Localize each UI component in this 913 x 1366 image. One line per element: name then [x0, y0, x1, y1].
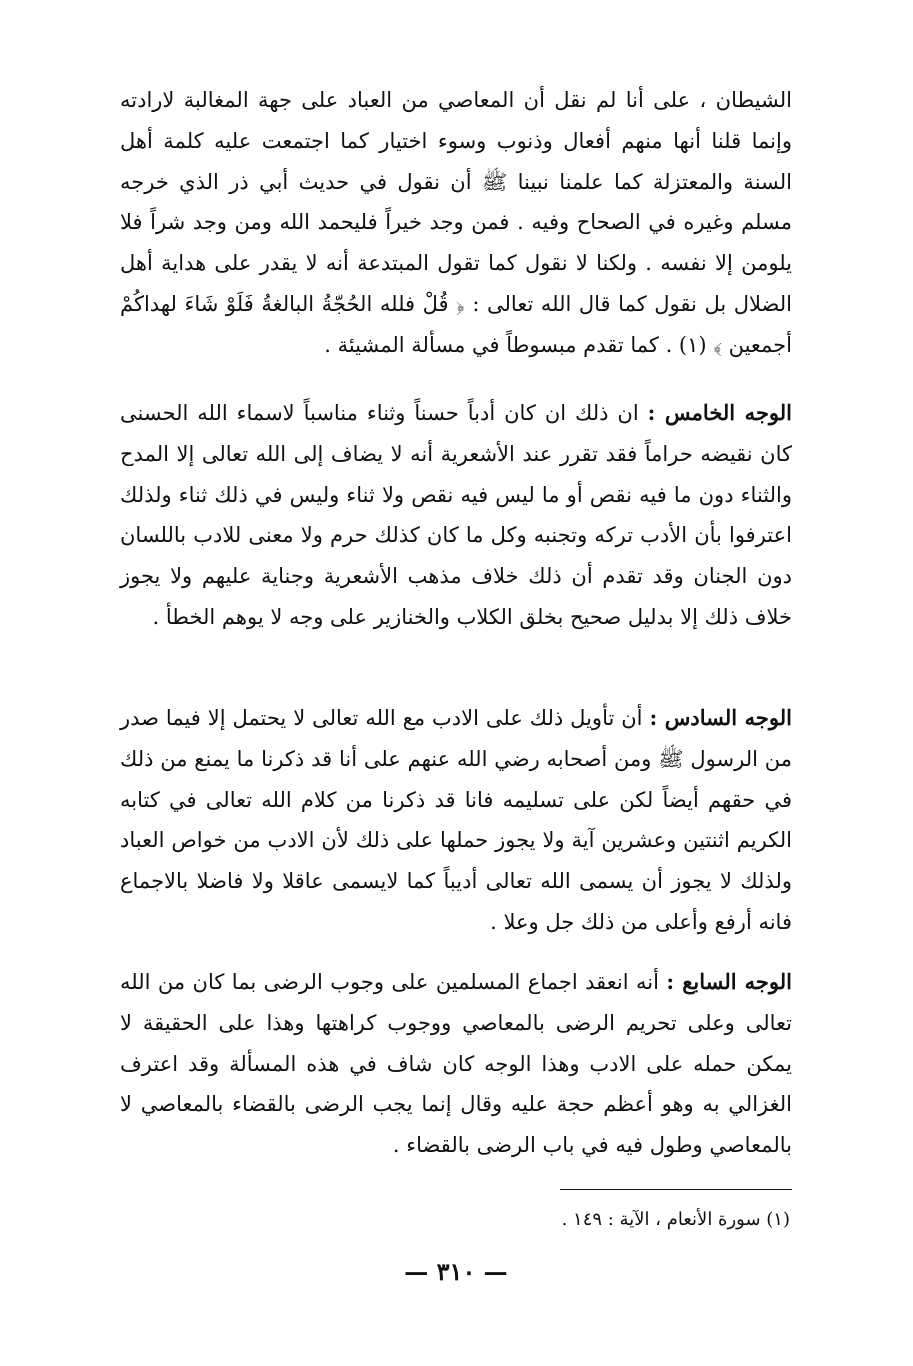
paragraph-fifth-aspect: [120, 393, 792, 638]
paragraph-intro-text: الشيطان ، على أنا لم نقل أن المعاصي من العباد على جهة المغالبة لارادته وإنما قلنا أنها منهم أفعال وذنوب وسوء اختيار كما اجتمعت عليه كلمة أهل السنة والمعتزلة كما علمنا نبينا ﷺ أن نقول في حديث أبي ذر الذي خرجه مسلم وغيره في الصحاح وفيه . فمن وجد خيراً فليحمد الله ومن وجد شراً فلا يلومن إلا نفسه . ولكنا لا نقول كما تقول المبتدعة أنه لا يقدر على هداية أهل الضلال بل نقول كما قال الله تعالى : ﴿ قُلْ فلله الحُجّةُ البالغةُ فَلَوْ شَاءَ لهداكُمْ أجمعين ﴾ (١) . كما تقدم مبسوطاً في مسألة المشيئة .: [120, 88, 792, 357]
sixth-aspect-heading: الوجه السادس :: [649, 705, 792, 730]
page-number: — ٣١٠ —: [404, 1257, 508, 1286]
fifth-aspect-text: ان ذلك ان كان أدباً حسناً وثناء مناسباً لاسماء الله الحسنى كان نقيضه حراماً فقد تقرر عند الأشعرية أنه لا يضاف إلى الله تعالى إلا المدح والثناء دون ما فيه نقص أو ما ليس فيه نقص ولا ثناء وليس في ذلك ثناء ولذلك اعترفوا بأن الأدب تركه وتجنبه وكل ما كان كذلك حرم ولا معنى للادب باللسان دون الجنان وقد تقدم أن ذلك خلاف مذهب الأشعرية وجناية عليهم ولا يجوز خلاف ذلك إلا بدليل صحيح بخلق الكلاب والخنازير على وجه لا يوهم الخطأ .: [120, 401, 792, 629]
sixth-aspect-text: أن تأويل ذلك على الادب مع الله تعالى لا يحتمل إلا فيما صدر من الرسول ﷺ ومن أصحابه رضي الله عنهم على أنا قد ذكرنا ما يمنع من ذلك في حقهم أيضاً لكن على تسليمه فانا قد ذكرنا من كلام الله تعالى في كتابه الكريم اثنتين وعشرين آية ولا يجوز حملها على ذلك لأن الادب من خواص العباد ولذلك لا يجوز أن يسمى الله تعالى أديباً كما لايسمى عاقلا ولا فاضلا بالاجماع فانه أرفع وأعلى من ذلك جل وعلا .: [120, 706, 792, 934]
footnote-separator-rule: [560, 1189, 792, 1190]
footnote: (١) سورة الأنعام ، الآية : ١٤٩ .: [561, 1209, 790, 1230]
fifth-aspect-heading: الوجه الخامس :: [647, 400, 793, 425]
paragraph-seventh-aspect: [120, 962, 792, 1166]
paragraph-sixth-aspect: [120, 698, 792, 943]
seventh-aspect-text: أنه انعقد اجماع المسلمين على وجوب الرضى بما كان من الله تعالى وعلى تحريم الرضى بالمعاصي ووجوب كراهتها وهذا على الحقيقة لا يمكن حمله على الادب وهذا الوجه كان شاف في هذه المسألة وقد اعترف الغزالي به وهو أعظم حجة عليه وقال إنما يجب الرضى بالقضاء بالمعاصي لا بالمعاصي وطول فيه في باب الرضى بالقضاء .: [120, 970, 792, 1158]
paragraph-intro: [120, 80, 792, 366]
seventh-aspect-heading: الوجه السابع :: [666, 969, 792, 994]
